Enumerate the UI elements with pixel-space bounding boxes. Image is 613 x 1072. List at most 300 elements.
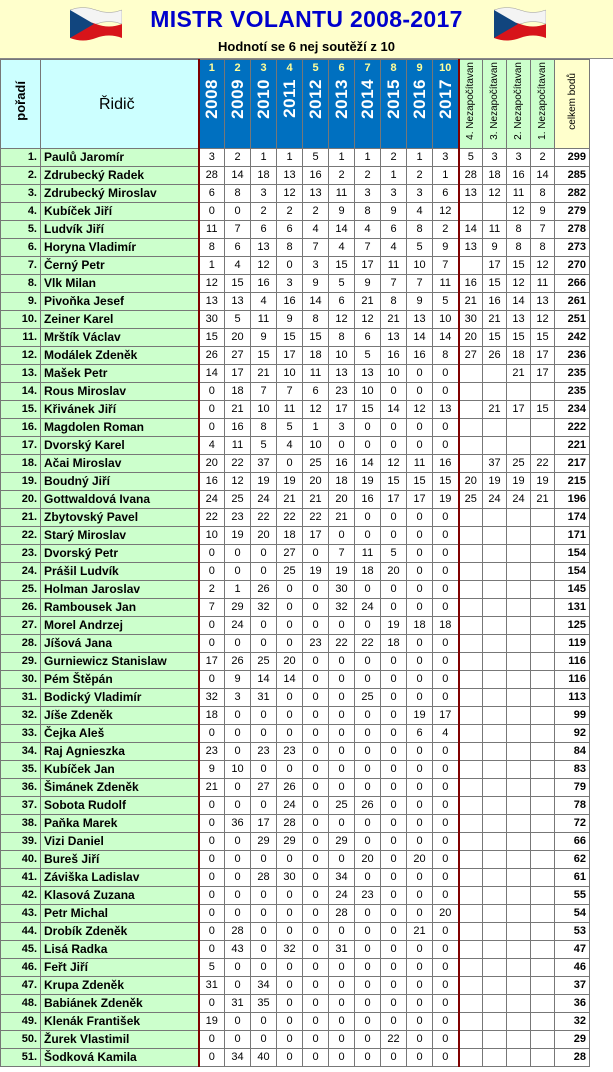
- total-points-cell: 235: [555, 365, 590, 383]
- not-counted-cell: 15: [507, 329, 531, 347]
- year-score-cell: 0: [355, 707, 381, 725]
- year-score-cell: 1: [199, 257, 225, 275]
- competition-year: 2013: [332, 79, 351, 119]
- total-points-cell: 55: [555, 887, 590, 905]
- not-counted-cell: [531, 545, 555, 563]
- year-score-cell: 0: [199, 905, 225, 923]
- not-counted-cell: [459, 527, 483, 545]
- year-score-cell: 0: [251, 707, 277, 725]
- column-header-year: [277, 60, 303, 149]
- year-score-cell: 30: [329, 581, 355, 599]
- year-score-cell: 0: [329, 815, 355, 833]
- year-score-cell: 0: [329, 707, 355, 725]
- year-score-cell: 0: [251, 1031, 277, 1049]
- not-counted-cell: 19: [531, 473, 555, 491]
- year-score-cell: 0: [381, 707, 407, 725]
- year-score-cell: 0: [355, 779, 381, 797]
- year-score-cell: 14: [225, 167, 251, 185]
- year-score-cell: 17: [407, 491, 433, 509]
- year-score-cell: 13: [303, 185, 329, 203]
- year-score-cell: 19: [355, 473, 381, 491]
- not-counted-cell: [459, 545, 483, 563]
- table-row: [1, 383, 590, 401]
- year-score-cell: 6: [407, 725, 433, 743]
- not-counted-cell: [531, 779, 555, 797]
- year-score-cell: 24: [329, 887, 355, 905]
- total-header-label: celkem bodů: [566, 72, 578, 130]
- table-row: [1, 401, 590, 419]
- table-row: [1, 797, 590, 815]
- year-score-cell: 19: [199, 1013, 225, 1031]
- year-score-cell: 0: [199, 617, 225, 635]
- not-counted-cell: [531, 959, 555, 977]
- year-score-cell: 5: [329, 275, 355, 293]
- not-counted-cell: [531, 509, 555, 527]
- not-counted-cell: [483, 725, 507, 743]
- rank-cell: 41.: [1, 869, 41, 887]
- year-score-cell: 0: [199, 797, 225, 815]
- year-score-cell: 0: [199, 923, 225, 941]
- year-score-cell: 20: [433, 905, 459, 923]
- year-score-cell: 31: [251, 689, 277, 707]
- not-counted-cell: [459, 1049, 483, 1067]
- not-counted-cell: 11: [483, 221, 507, 239]
- column-header-driver: [41, 60, 199, 149]
- table-row: [1, 455, 590, 473]
- total-points-cell: 83: [555, 761, 590, 779]
- not-counted-cell: 14: [459, 221, 483, 239]
- not-counted-cell: [531, 887, 555, 905]
- year-score-cell: 0: [433, 977, 459, 995]
- rank-cell: 24.: [1, 563, 41, 581]
- driver-name-cell: Záviška Ladislav: [41, 869, 199, 887]
- column-header-not-counted: [531, 60, 555, 149]
- year-score-cell: 18: [225, 383, 251, 401]
- year-score-cell: 7: [329, 545, 355, 563]
- year-score-cell: 0: [329, 761, 355, 779]
- driver-name-cell: Petr Michal: [41, 905, 199, 923]
- not-counted-cell: [483, 797, 507, 815]
- year-score-cell: 0: [355, 509, 381, 527]
- total-points-cell: 285: [555, 167, 590, 185]
- not-counted-cell: [459, 1013, 483, 1031]
- rank-cell: 12.: [1, 347, 41, 365]
- not-counted-cell: [459, 905, 483, 923]
- not-counted-cell: [459, 959, 483, 977]
- year-score-cell: 0: [251, 959, 277, 977]
- not-counted-cell: [531, 689, 555, 707]
- total-points-cell: 99: [555, 707, 590, 725]
- year-score-cell: 18: [433, 617, 459, 635]
- year-score-cell: 28: [329, 905, 355, 923]
- year-score-cell: 35: [251, 995, 277, 1013]
- year-score-cell: 0: [199, 995, 225, 1013]
- year-score-cell: 16: [251, 275, 277, 293]
- total-points-cell: 28: [555, 1049, 590, 1067]
- not-counted-cell: 21: [507, 365, 531, 383]
- year-score-cell: 0: [199, 725, 225, 743]
- year-score-cell: 0: [329, 977, 355, 995]
- year-score-cell: 0: [329, 671, 355, 689]
- not-counted-cell: [483, 1031, 507, 1049]
- not-counted-cell: [459, 851, 483, 869]
- year-score-cell: 0: [381, 1049, 407, 1067]
- driver-name-cell: Šimánek Zdeněk: [41, 779, 199, 797]
- year-score-cell: 23: [251, 743, 277, 761]
- year-score-cell: 0: [225, 959, 251, 977]
- table-row: [1, 905, 590, 923]
- table-row: [1, 185, 590, 203]
- total-points-cell: 79: [555, 779, 590, 797]
- total-points-cell: 273: [555, 239, 590, 257]
- year-score-cell: 0: [199, 635, 225, 653]
- year-score-cell: 0: [355, 743, 381, 761]
- year-score-cell: 20: [407, 851, 433, 869]
- total-points-cell: 196: [555, 491, 590, 509]
- year-score-cell: 8: [225, 185, 251, 203]
- year-score-cell: 12: [199, 275, 225, 293]
- not-counted-cell: [507, 905, 531, 923]
- not-counted-cell: [483, 887, 507, 905]
- year-score-cell: 24: [199, 491, 225, 509]
- total-points-cell: 251: [555, 311, 590, 329]
- year-score-cell: 16: [381, 347, 407, 365]
- year-score-cell: 8: [355, 203, 381, 221]
- rank-cell: 2.: [1, 167, 41, 185]
- driver-name-cell: Gurniewicz Stanislaw: [41, 653, 199, 671]
- not-counted-cell: [483, 1049, 507, 1067]
- table-row: [1, 581, 590, 599]
- not-counted-cell: [507, 941, 531, 959]
- not-counted-cell: [459, 815, 483, 833]
- not-counted-cell: [459, 401, 483, 419]
- year-score-cell: 0: [277, 1049, 303, 1067]
- competition-year: 2015: [384, 79, 403, 119]
- not-counted-cell: 11: [507, 185, 531, 203]
- year-score-cell: 2: [355, 167, 381, 185]
- year-score-cell: 17: [381, 491, 407, 509]
- table-row: [1, 167, 590, 185]
- year-score-cell: 16: [329, 455, 355, 473]
- not-counted-cell: 20: [459, 329, 483, 347]
- not-counted-cell: 20: [459, 473, 483, 491]
- not-counted-cell: 8: [507, 239, 531, 257]
- not-counted-cell: [483, 203, 507, 221]
- rank-cell: 15.: [1, 401, 41, 419]
- driver-name-cell: Klasová Zuzana: [41, 887, 199, 905]
- not-counted-cell: [531, 869, 555, 887]
- year-score-cell: 18: [199, 707, 225, 725]
- total-points-cell: 215: [555, 473, 590, 491]
- year-score-cell: 2: [433, 221, 459, 239]
- year-score-cell: 0: [407, 995, 433, 1013]
- rank-cell: 18.: [1, 455, 41, 473]
- year-score-cell: 9: [277, 311, 303, 329]
- table-row: [1, 149, 590, 167]
- not-counted-cell: [507, 1031, 531, 1049]
- driver-name-cell: Černý Petr: [41, 257, 199, 275]
- year-score-cell: 16: [303, 167, 329, 185]
- year-score-cell: 18: [303, 347, 329, 365]
- year-score-cell: 8: [381, 293, 407, 311]
- year-score-cell: 6: [381, 221, 407, 239]
- not-counted-cell: 13: [459, 239, 483, 257]
- year-score-cell: 0: [381, 959, 407, 977]
- total-points-cell: 54: [555, 905, 590, 923]
- not-counted-cell: [531, 527, 555, 545]
- rank-cell: 9.: [1, 293, 41, 311]
- year-score-cell: 6: [225, 239, 251, 257]
- year-score-cell: 0: [199, 941, 225, 959]
- total-points-cell: 131: [555, 599, 590, 617]
- year-score-cell: 22: [329, 635, 355, 653]
- rank-cell: 28.: [1, 635, 41, 653]
- year-score-cell: 15: [199, 329, 225, 347]
- year-score-cell: 0: [355, 581, 381, 599]
- total-points-cell: 62: [555, 851, 590, 869]
- year-score-cell: 31: [225, 995, 251, 1013]
- year-score-cell: 0: [407, 959, 433, 977]
- year-score-cell: 0: [407, 365, 433, 383]
- year-score-cell: 13: [251, 239, 277, 257]
- year-score-cell: 12: [225, 473, 251, 491]
- not-counted-cell: [507, 653, 531, 671]
- driver-name-cell: Zbytovský Pavel: [41, 509, 199, 527]
- year-score-cell: 0: [199, 869, 225, 887]
- year-score-cell: 0: [433, 527, 459, 545]
- year-score-cell: 0: [407, 887, 433, 905]
- not-counted-cell: 9: [483, 239, 507, 257]
- year-score-cell: 5: [381, 545, 407, 563]
- year-score-cell: 9: [225, 671, 251, 689]
- column-header-not-counted: [507, 60, 531, 149]
- table-row: [1, 941, 590, 959]
- year-score-cell: 3: [303, 257, 329, 275]
- table-row: [1, 1013, 590, 1031]
- year-score-cell: 0: [433, 1031, 459, 1049]
- rank-cell: 16.: [1, 419, 41, 437]
- year-score-cell: 22: [355, 635, 381, 653]
- not-counted-cell: [531, 977, 555, 995]
- year-score-cell: 0: [433, 923, 459, 941]
- year-score-cell: 43: [225, 941, 251, 959]
- not-counted-cell: [483, 977, 507, 995]
- year-score-cell: 30: [199, 311, 225, 329]
- not-counted-cell: 18: [507, 347, 531, 365]
- not-counted-cell: 2: [531, 149, 555, 167]
- year-score-cell: 4: [251, 293, 277, 311]
- not-counted-cell: [459, 995, 483, 1013]
- not-counted-cell: 16: [483, 293, 507, 311]
- year-score-cell: 0: [407, 905, 433, 923]
- year-score-cell: 12: [407, 401, 433, 419]
- year-score-cell: 0: [381, 923, 407, 941]
- year-score-cell: 22: [225, 455, 251, 473]
- year-score-cell: 25: [277, 563, 303, 581]
- year-score-cell: 0: [381, 743, 407, 761]
- not-counted-cell: [459, 725, 483, 743]
- year-score-cell: 22: [303, 509, 329, 527]
- year-score-cell: 0: [433, 1049, 459, 1067]
- not-counted-cell: [507, 437, 531, 455]
- not-counted-label: 4. Nezapočítavan: [465, 62, 477, 140]
- driver-name-cell: Krupa Zdeněk: [41, 977, 199, 995]
- table-row: [1, 365, 590, 383]
- driver-name-cell: Raj Agnieszka: [41, 743, 199, 761]
- year-score-cell: 8: [433, 347, 459, 365]
- not-counted-cell: [507, 1049, 531, 1067]
- column-header-total: [555, 60, 590, 149]
- total-points-cell: 37: [555, 977, 590, 995]
- not-counted-cell: [459, 383, 483, 401]
- not-counted-cell: 19: [507, 473, 531, 491]
- year-score-cell: 0: [355, 419, 381, 437]
- rank-cell: 1.: [1, 149, 41, 167]
- year-score-cell: 21: [355, 293, 381, 311]
- year-score-cell: 0: [433, 797, 459, 815]
- total-points-cell: 125: [555, 617, 590, 635]
- year-score-cell: 2: [199, 581, 225, 599]
- not-counted-cell: 15: [531, 401, 555, 419]
- year-score-cell: 0: [407, 761, 433, 779]
- year-score-cell: 9: [407, 293, 433, 311]
- total-points-cell: 116: [555, 671, 590, 689]
- competition-year: 2016: [410, 79, 429, 119]
- year-score-cell: 0: [329, 995, 355, 1013]
- rank-cell: 44.: [1, 923, 41, 941]
- rank-cell: 3.: [1, 185, 41, 203]
- rank-cell: 34.: [1, 743, 41, 761]
- not-counted-cell: [531, 437, 555, 455]
- year-score-cell: 24: [355, 599, 381, 617]
- year-score-cell: 6: [329, 293, 355, 311]
- year-score-cell: 10: [407, 257, 433, 275]
- not-counted-cell: [507, 815, 531, 833]
- year-score-cell: 0: [251, 797, 277, 815]
- year-score-cell: 0: [277, 617, 303, 635]
- year-score-cell: 20: [329, 491, 355, 509]
- total-points-cell: 270: [555, 257, 590, 275]
- rank-cell: 51.: [1, 1049, 41, 1067]
- total-points-cell: 261: [555, 293, 590, 311]
- year-score-cell: 0: [225, 833, 251, 851]
- page-title: MISTR VOLANTU 2008-2017: [150, 6, 463, 32]
- driver-name-cell: Dvorský Karel: [41, 437, 199, 455]
- table-row: [1, 815, 590, 833]
- not-counted-cell: [483, 905, 507, 923]
- driver-name-cell: Mašek Petr: [41, 365, 199, 383]
- table-row: [1, 1049, 590, 1067]
- year-score-cell: 12: [277, 185, 303, 203]
- rank-cell: 25.: [1, 581, 41, 599]
- year-score-cell: 25: [303, 455, 329, 473]
- year-score-cell: 8: [329, 329, 355, 347]
- year-score-cell: 23: [355, 887, 381, 905]
- table-row: [1, 617, 590, 635]
- year-score-cell: 3: [277, 275, 303, 293]
- table-row: [1, 545, 590, 563]
- year-score-cell: 8: [407, 221, 433, 239]
- competition-number: 1: [208, 62, 215, 74]
- not-counted-cell: [483, 923, 507, 941]
- driver-name-cell: Mrštík Václav: [41, 329, 199, 347]
- not-counted-cell: 12: [483, 185, 507, 203]
- year-score-cell: 14: [407, 329, 433, 347]
- year-score-cell: 30: [277, 869, 303, 887]
- year-score-cell: 20: [303, 473, 329, 491]
- rank-cell: 27.: [1, 617, 41, 635]
- competition-year: 2008: [202, 79, 222, 119]
- year-score-cell: 4: [433, 725, 459, 743]
- not-counted-cell: 12: [507, 203, 531, 221]
- year-score-cell: 32: [199, 689, 225, 707]
- driver-name-cell: Dvorský Petr: [41, 545, 199, 563]
- year-score-cell: 0: [407, 779, 433, 797]
- year-score-cell: 15: [303, 329, 329, 347]
- year-score-cell: 20: [381, 563, 407, 581]
- not-counted-cell: [507, 599, 531, 617]
- year-score-cell: 0: [303, 743, 329, 761]
- year-score-cell: 23: [225, 509, 251, 527]
- year-score-cell: 15: [355, 401, 381, 419]
- year-score-cell: 10: [381, 365, 407, 383]
- driver-name-cell: Lisá Radka: [41, 941, 199, 959]
- year-score-cell: 3: [329, 419, 355, 437]
- not-counted-cell: [459, 563, 483, 581]
- not-counted-cell: [459, 689, 483, 707]
- year-score-cell: 25: [329, 797, 355, 815]
- driver-name-cell: Kubíček Jiří: [41, 203, 199, 221]
- year-score-cell: 4: [381, 239, 407, 257]
- not-counted-cell: 22: [531, 455, 555, 473]
- year-score-cell: 32: [277, 941, 303, 959]
- year-score-cell: 0: [407, 1049, 433, 1067]
- year-score-cell: 0: [303, 599, 329, 617]
- year-score-cell: 0: [381, 725, 407, 743]
- year-score-cell: 0: [199, 815, 225, 833]
- year-score-cell: 23: [329, 383, 355, 401]
- table-row: [1, 725, 590, 743]
- not-counted-cell: 16: [459, 275, 483, 293]
- year-score-cell: 2: [329, 167, 355, 185]
- year-score-cell: 7: [251, 383, 277, 401]
- not-counted-cell: [483, 635, 507, 653]
- year-score-cell: 15: [407, 473, 433, 491]
- table-row: [1, 959, 590, 977]
- year-score-cell: 0: [433, 671, 459, 689]
- year-score-cell: 0: [381, 779, 407, 797]
- year-score-cell: 15: [277, 329, 303, 347]
- not-counted-cell: 8: [531, 239, 555, 257]
- table-header-row: [1, 60, 590, 149]
- not-counted-cell: [483, 599, 507, 617]
- total-points-cell: 32: [555, 1013, 590, 1031]
- year-score-cell: 11: [381, 257, 407, 275]
- year-score-cell: 9: [199, 761, 225, 779]
- year-score-cell: 13: [329, 365, 355, 383]
- year-score-cell: 24: [277, 797, 303, 815]
- driver-name-cell: Zeiner Karel: [41, 311, 199, 329]
- rank-cell: 43.: [1, 905, 41, 923]
- year-score-cell: 13: [199, 293, 225, 311]
- year-score-cell: 15: [329, 257, 355, 275]
- year-score-cell: 21: [407, 923, 433, 941]
- year-score-cell: 2: [251, 203, 277, 221]
- year-score-cell: 0: [225, 635, 251, 653]
- total-points-cell: 236: [555, 347, 590, 365]
- year-score-cell: 9: [251, 329, 277, 347]
- year-score-cell: 10: [303, 437, 329, 455]
